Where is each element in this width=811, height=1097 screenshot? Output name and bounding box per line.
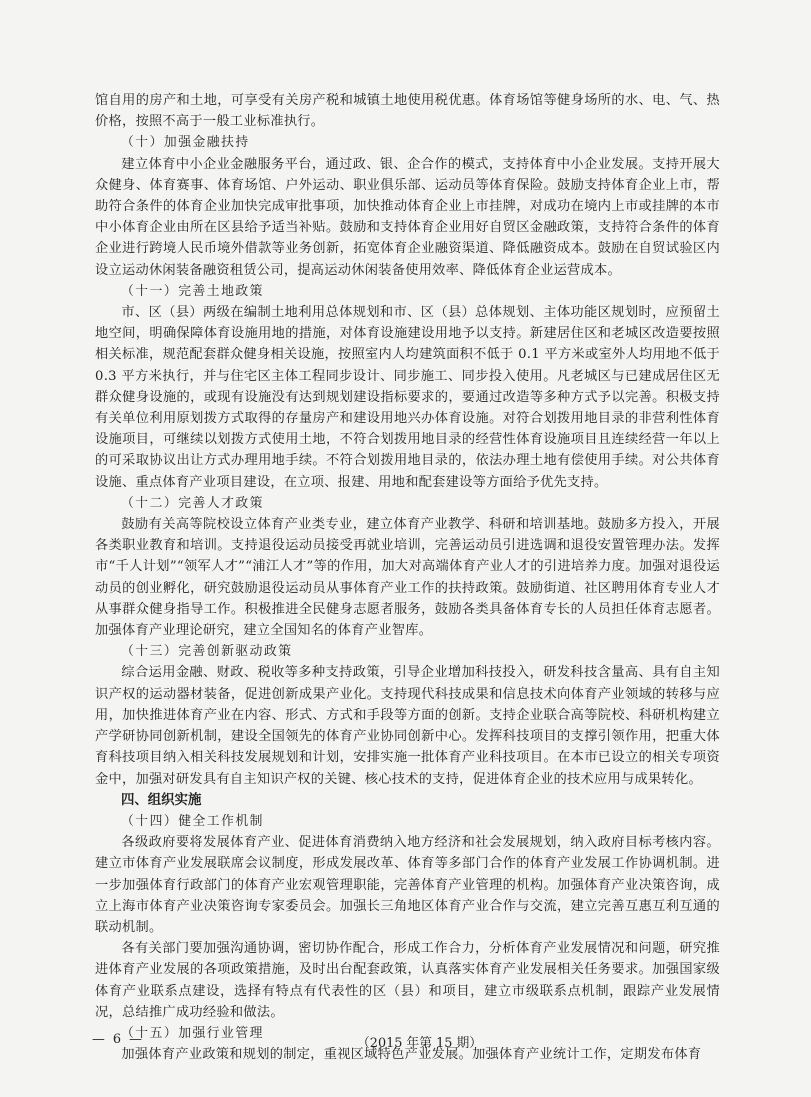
subheading-land: （十一）完善土地政策 [121, 283, 264, 299]
page-number: — 6 — [92, 1032, 144, 1047]
subheading-innovation: （十三）完善创新驱动政策 [121, 644, 293, 660]
paragraph-mechanism-1: 各级政府要将发展体育产业、促进体育消费纳入地方经济和社会发展规划，纳入政府目标考核内容。建立市体育产业发展联席会议制度，形成发展改革、体育等多部门合作的体育产业发展工作协调机制。进一步加强体育行政部门的体育产业宏观管理职能，完善体育产业管理的机构。加强体育产业决策咨询，成立上海市体育产业决策咨询专家委员会。加强长三角地区体育产业合作与交流，建立完善互惠互利互通的联动机制。 [95, 835, 720, 935]
paragraph-continuation: 馆自用的房产和土地，可享受有关房产税和城镇土地使用税优惠。体育场馆等健身场所的水、电、气、热价格，按照不高于一般工业标准执行。 [95, 93, 720, 130]
page-footer [92, 1032, 717, 1052]
section-heading-implementation: 四、组织实施 [121, 792, 202, 808]
paragraph-land: 市、区（县）两级在编制土地利用总体规划和市、区（县）总体规划、主体功能区规划时，应预留土地空间，明确保障体育设施用地的措施，对体育设施建设用地予以支持。新建居住区和老城区改造要按照相关标准，规范配套群众健身相关设施，按照室内人均建筑面积不低于 0.1 平方米或室外人均用地不低于 0.3 平方米执行，并与住宅区主体工程同步设计、同步施工、同步投入使用。凡老城区与已建成居住区无群众健身设施的，或现有设施没有达到规划建设指标要求的，要通过改造等多种方式予以完善。积极支持有关单位利用原划拨方式取得的存量房产和建设用地兴办体育设施。对符合划拨用地目录的非营利性体育设施项目，可继续以划拨方式使用土地，不符合划拨用地目录的经营性体育设施项目且连续经营一年以上的可采取协议出让方式办理用地手续。不符合划拨用地目录的，依法办理土地有偿使用手续。对公共体育设施、重点体育产业项目建设，在立项、报建、用地和配套建设等方面给予优先支持。 [95, 305, 720, 490]
paragraph-talent: 鼓励有关高等院校设立体育产业类专业，建立体育产业教学、科研和培训基地。鼓励多方投入，开展各类职业教育和培训。支持退役运动员接受再就业培训，完善运动员引进选调和退役安置管理办法。发挥市“千人计划”“领军人才”“浦江人才”等的作用，加大对高端体育产业人才的引进培养力度。加强对退役运动员的创业孵化，研究鼓励退役运动员从事体育产业工作的扶持政策。鼓励街道、社区聘用体育专业人才从事群众健身指导工作。积极推进全民健身志愿者服务，鼓励各类具备体育专长的人员担任体育志愿者。加强体育产业理论研究，建立全国知名的体育产业智库。 [95, 517, 720, 639]
subheading-finance: （十）加强金融扶持 [121, 135, 250, 151]
document-body [95, 90, 720, 1065]
issue-label: （2015 年第 15 期） [357, 1036, 483, 1051]
subheading-mechanism: （十四）健全工作机制 [121, 813, 264, 829]
subheading-talent: （十二）完善人才政策 [121, 495, 264, 511]
paragraph-finance: 建立体育中小企业金融服务平台，通过政、银、企合作的模式，支持体育中小企业发展。支持开展大众健身、体育赛事、体育场馆、户外运动、职业俱乐部、运动员等体育保险。鼓励支持体育企业上市，帮助符合条件的体育企业加快完成审批事项，加快推动体育企业上市挂牌，对成功在境内上市或挂牌的本市中小体育企业由所在区县给予适当补贴。鼓励和支持体育企业用好自贸区金融政策，支持符合条件的体育企业进行跨境人民币境外借款等业务创新，拓宽体育企业融资渠道、降低融资成本。鼓励在自贸试验区内设立运动休闲装备融资租赁公司，提高运动休闲装备使用效率、降低体育企业运营成本。 [95, 156, 720, 278]
paragraph-innovation: 综合运用金融、财政、税收等多种支持政策，引导企业增加科技投入，研发科技含量高、具有自主知识产权的运动器材装备，促进创新成果产业化。支持现代科技成果和信息技术向体育产业领域的转移与应用，加快推进体育产业在内容、形式、方式和手段等方面的创新。支持企业联合高等院校、科研机构建立产学研协同创新机制，建设全国领先的体育产业协同创新中心。发挥科技项目的支撑引领作用，把重大体育科技项目纳入相关科技发展规划和计划，安排实施一批体育产业科技项目。在本市已设立的相关专项资金中，加强对研发具有自主知识产权的关键、核心技术的支持，促进体育企业的技术应用与成果转化。 [95, 665, 720, 787]
paragraph-industry-management: 加强体育产业政策和规划的制定，重视区域特色产业发展。加强体育产业统计工作，定期发布体育 [121, 1047, 702, 1063]
subheading-industry-management: （十五）加强行业管理 [121, 1025, 264, 1041]
paragraph-mechanism-2: 各有关部门要加强沟通协调，密切协作配合，形成工作合力，分析体育产业发展情况和问题，研究推进体育产业发展的各项政策措施，及时出台配套政策，认真落实体育产业发展相关任务要求。加强国家级体育产业联系点建设，选择有特点有代表性的区（县）和项目，建立市级联系点机制，跟踪产业发展情况，总结推广成功经验和做法。 [95, 941, 720, 1020]
